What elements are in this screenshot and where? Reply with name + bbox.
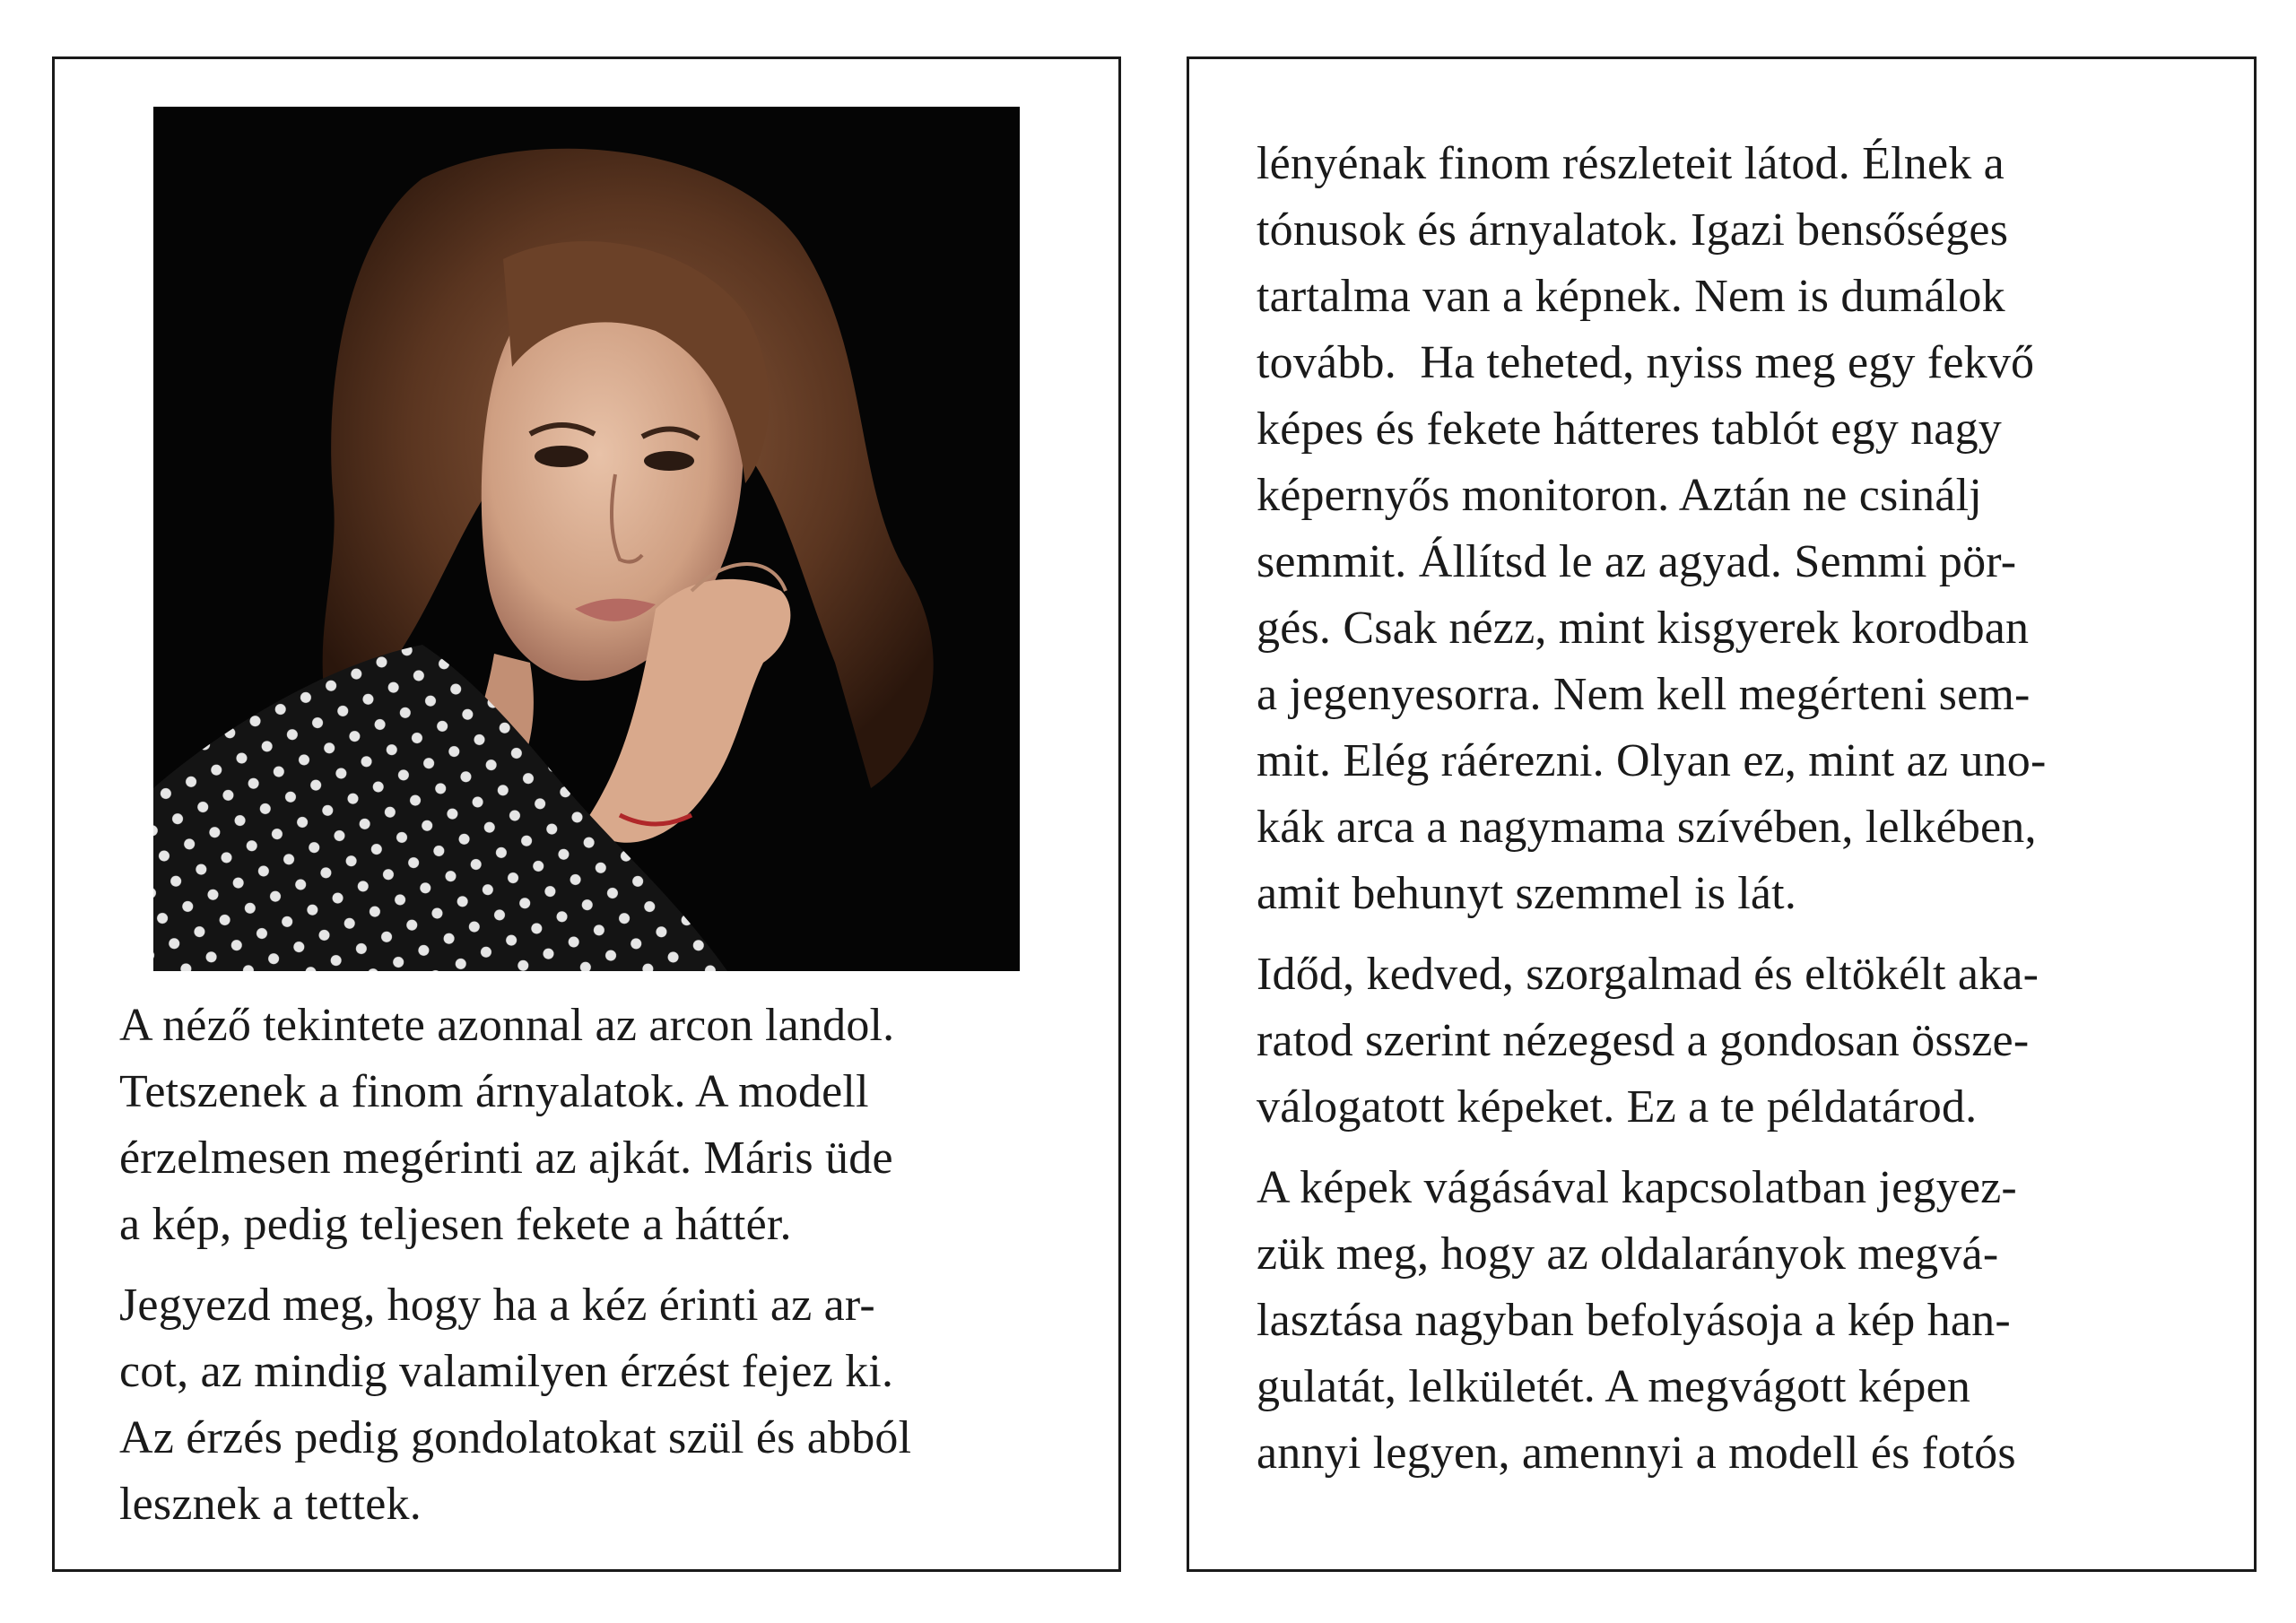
left-page bbox=[52, 56, 1121, 1572]
text-line: képes és fekete hátteres tablót egy nagy bbox=[1257, 404, 2002, 455]
text-line: cot, az mindig valamilyen érzést fejez ki. bbox=[119, 1346, 894, 1397]
text-line: amit behunyt szemmel is lát. bbox=[1257, 868, 1797, 919]
portrait-illustration bbox=[153, 107, 1020, 971]
text-line: tónusok és árnyalatok. Igazi bensőséges bbox=[1257, 204, 2009, 256]
portrait-photo bbox=[153, 107, 1020, 971]
text-line: Jegyezd meg, hogy ha a kéz érinti az ar- bbox=[119, 1280, 875, 1331]
paragraph bbox=[119, 993, 1097, 1258]
text-line: lesznek a tettek. bbox=[119, 1479, 422, 1530]
text-line: kák arca a nagymama szívében, lelkében, bbox=[1257, 802, 2037, 853]
text-line: annyi legyen, amennyi a modell és fotós bbox=[1257, 1428, 2016, 1479]
paragraph bbox=[119, 1272, 1097, 1538]
text-line: A képek vágásával kapcsolatban jegyez- bbox=[1257, 1162, 2017, 1213]
text-line: Az érzés pedig gondolatokat szül és abból bbox=[119, 1412, 912, 1463]
text-line: A néző tekintete azonnal az arcon landol. bbox=[119, 1000, 895, 1051]
text-line: Időd, kedved, szorgalmad és eltökélt aka- bbox=[1257, 949, 2039, 1000]
text-line: a jegenyesorra. Nem kell megérteni sem- bbox=[1257, 669, 2031, 720]
text-line: érzelmesen megérinti az ajkát. Máris üde bbox=[119, 1133, 893, 1184]
paragraph bbox=[1257, 1155, 2207, 1487]
text-line: a kép, pedig teljesen fekete a háttér. bbox=[119, 1199, 792, 1250]
right-body-text bbox=[1257, 131, 2207, 1501]
text-line: gulatát, lelkületét. A megvágott képen bbox=[1257, 1361, 1971, 1412]
text-line: tovább. Ha teheted, nyiss meg egy fekvő bbox=[1257, 337, 2035, 388]
paragraph bbox=[1257, 131, 2207, 927]
text-line: gés. Csak nézz, mint kisgyerek korodban bbox=[1257, 603, 2030, 654]
left-body-text bbox=[119, 993, 1097, 1552]
text-line: ratod szerint nézegesd a gondosan össze- bbox=[1257, 1015, 2030, 1066]
text-line: semmit. Állítsd le az agyad. Semmi pör- bbox=[1257, 536, 2017, 587]
right-page bbox=[1187, 56, 2257, 1572]
text-line: képernyős monitoron. Aztán ne csinálj bbox=[1257, 470, 1982, 521]
text-line: tartalma van a képnek. Nem is dumálok bbox=[1257, 271, 2005, 322]
text-line: lényénak finom részleteit látod. Élnek a bbox=[1257, 138, 2005, 189]
text-line: Tetszenek a finom árnyalatok. A modell bbox=[119, 1066, 869, 1117]
text-line: lasztása nagyban befolyásoja a kép han- bbox=[1257, 1295, 2011, 1346]
text-line: válogatott képeket. Ez a te példatárod. bbox=[1257, 1081, 1978, 1133]
text-line: mit. Elég ráérezni. Olyan ez, mint az uno- bbox=[1257, 735, 2047, 786]
paragraph bbox=[1257, 942, 2207, 1141]
text-line: zük meg, hogy az oldalarányok megvá- bbox=[1257, 1228, 1999, 1280]
